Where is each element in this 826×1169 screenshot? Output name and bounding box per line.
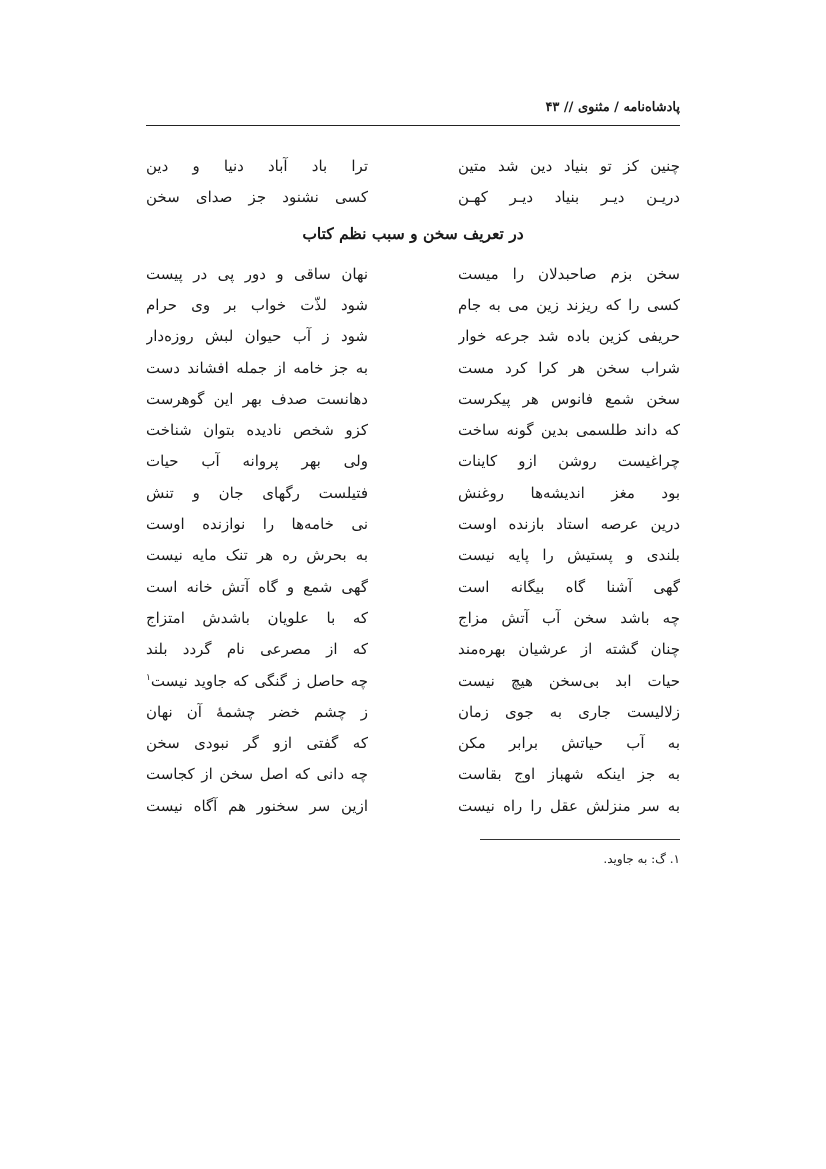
first-hemistich: به آب حیاتش برابر مکن [458, 734, 680, 753]
first-hemistich: به جز اینکه شهباز اوج بقاست [458, 765, 680, 784]
second-hemistich-text: کسی نشنود جز صدای سخن [146, 187, 368, 206]
second-hemistich [146, 546, 368, 564]
second-hemistich-text: دهانست صدف بهر این گوهرست [146, 389, 368, 408]
second-hemistich [146, 484, 368, 502]
couplet-row [146, 571, 680, 602]
second-hemistich-text: نی خامه‌ها را نوازنده اوست [146, 515, 368, 534]
first-hemistich: شراب سخن هر کرا کرد مست [458, 358, 680, 377]
second-hemistich-text: چه دانی که اصل سخن از کجاست [146, 765, 368, 784]
first-hemistich: سخن بزم صاحبدلان را میست [458, 264, 680, 283]
section-title: در تعریف سخن و سبب نظم کتاب [302, 224, 524, 243]
couplet-row [146, 289, 680, 320]
second-hemistich [146, 390, 368, 408]
first-hemistich: زلالیست جاری به جوی زمان [458, 702, 680, 721]
second-hemistich [146, 359, 368, 377]
second-hemistich-text: چه حاصل ز گنگی که جاوید نیست [150, 671, 368, 690]
footnote-rule [480, 839, 680, 840]
second-hemistich [146, 734, 368, 752]
poem-couplets [146, 258, 680, 821]
second-hemistich-text: گهی شمع و گاه آتش خانه است [146, 577, 368, 596]
first-hemistich: حیات ابد بی‌سخن هیچ نیست [458, 671, 680, 690]
footnote-marker: ۱ [146, 672, 151, 683]
second-hemistich-text: که با علویان باشدش امتزاج [146, 608, 368, 627]
second-hemistich-text: به جز خامه از جمله افشاند دست [146, 358, 368, 377]
second-hemistich-text: نهان ساقی و دور پی در پیست [146, 264, 368, 283]
first-hemistich: بلندی و پستیش را پایه نیست [458, 546, 680, 565]
second-hemistich [146, 765, 368, 783]
first-hemistich: چه باشد سخن آب آتش مزاج [458, 608, 680, 627]
footnote: ۱. گ: به جاوید. [603, 852, 680, 866]
second-hemistich [146, 797, 368, 815]
couplet-row [146, 727, 680, 758]
second-hemistich-text: به بحرش ره هر تنک مایه نیست [146, 546, 368, 565]
first-hemistich: دریـن دیـر بنیاد دیـر کهـن [458, 187, 680, 206]
couplet-row [146, 150, 680, 181]
second-hemistich [146, 327, 368, 345]
second-hemistich [146, 265, 368, 283]
couplet-row [146, 258, 680, 289]
second-hemistich [146, 515, 368, 533]
second-hemistich [146, 578, 368, 596]
first-hemistich: گهی آشنا گاه بیگانه است [458, 577, 680, 596]
second-hemistich [146, 640, 368, 658]
second-hemistich [146, 188, 368, 206]
second-hemistich-text: ترا باد آباد دنیا و دین [146, 156, 368, 175]
first-hemistich: چنان گشته از عرشیان بهره‌مند [458, 640, 680, 659]
first-hemistich: که داند طلسمی بدین گونه ساخت [458, 421, 680, 440]
second-hemistich-text: فتیلست رگهای جان و تنش [146, 483, 368, 502]
second-hemistich-text: شود ز آب حیوان لبش روزه‌دار [146, 327, 368, 346]
couplet-row [146, 696, 680, 727]
first-hemistich: کسی را که ریزند زین می به جام [458, 295, 680, 314]
couplet-row [146, 383, 680, 414]
second-hemistich [146, 296, 368, 314]
second-hemistich [146, 609, 368, 627]
first-hemistich: سخن شمع فانوس هر پیکرست [458, 389, 680, 408]
couplet-row [146, 634, 680, 665]
second-hemistich-text: ازین سر سخنور هم آگاه نیست [146, 796, 368, 815]
first-hemistich: به سر منزلش عقل را راه نیست [458, 796, 680, 815]
second-hemistich-text: شود لذّت خواب بر وی حرام [146, 295, 368, 314]
first-hemistich: حریفی کزین باده شد جرعه خوار [458, 327, 680, 346]
second-hemistich-text: ولی بهر پروانه آب حیات [146, 452, 368, 471]
second-hemistich [146, 452, 368, 470]
couplet-row [146, 665, 680, 696]
second-hemistich [146, 157, 368, 175]
running-head: پادشاه‌نامه / مثنوی // ۴۳ [545, 100, 680, 115]
first-hemistich: چراغیست روشن ازو کاینات [458, 452, 680, 471]
second-hemistich-text: که گفتی ازو گر نبودی سخن [146, 734, 368, 753]
couplet-row [146, 321, 680, 352]
second-hemistich-text: که از مصرعی نام گردد بلند [146, 640, 368, 659]
couplet-row [146, 414, 680, 445]
second-hemistich-text: ز چشم خضر چشمهٔ آن نهان [146, 702, 368, 721]
second-hemistich [146, 672, 368, 690]
couplet-row [146, 477, 680, 508]
couplet-row [146, 759, 680, 790]
couplet-row [146, 181, 680, 212]
couplet-row [146, 602, 680, 633]
second-hemistich-text: کزو شخص نادیده بتوان شناخت [146, 421, 368, 440]
second-hemistich [146, 703, 368, 721]
first-hemistich: بود مغز اندیشه‌ها روغنش [458, 483, 680, 502]
couplet-row [146, 540, 680, 571]
couplet-row [146, 352, 680, 383]
first-hemistich: درین عرصه استاد بازنده اوست [458, 515, 680, 534]
first-hemistich: چنین کز تو بنیاد دین شد متین [458, 156, 680, 175]
second-hemistich [146, 421, 368, 439]
couplet-row [146, 508, 680, 539]
couplet-row [146, 790, 680, 821]
couplet-row [146, 446, 680, 477]
header-rule [146, 125, 680, 126]
intro-couplets [146, 150, 680, 213]
